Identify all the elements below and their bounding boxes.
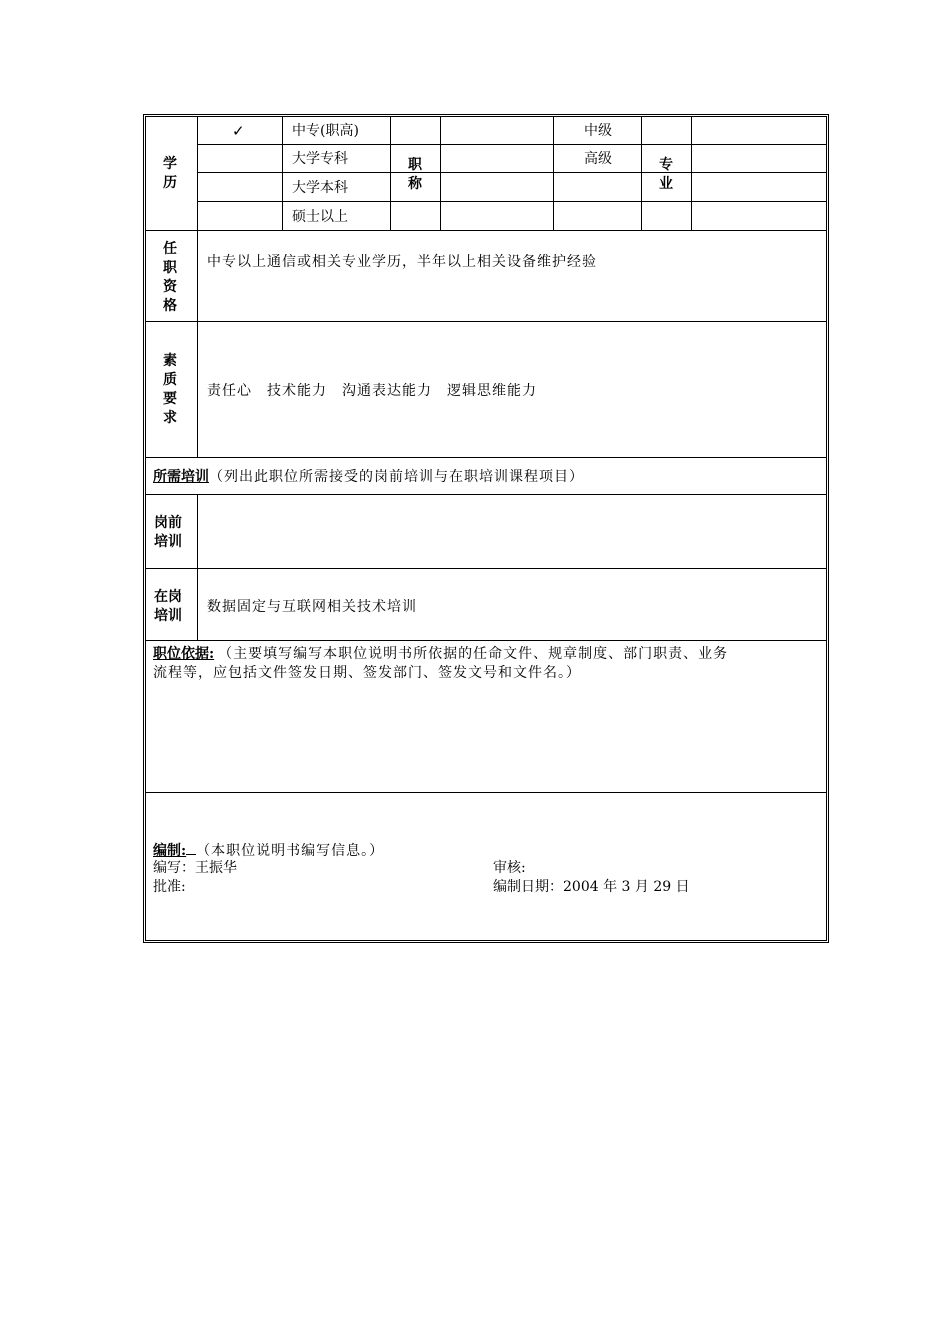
basis-line1: （主要填写编写本职位说明书所依据的任命文件、规章制度、部门职责、业务	[218, 646, 729, 662]
compile-row	[153, 840, 384, 860]
column-divider	[691, 116, 692, 230]
reviewer: 审核:	[493, 860, 526, 876]
education-option: 大学本科	[292, 180, 348, 196]
basis-line2: 流程等，应包括文件签发日期、签发部门、签发文号和文件名。）	[153, 665, 581, 681]
compile-note: （本职位说明书编写信息。）	[196, 843, 385, 859]
inner-frame	[145, 116, 827, 941]
title-level: 中级	[584, 123, 612, 139]
column-divider	[553, 116, 554, 230]
check-mark-icon: ✓	[232, 122, 245, 140]
row-divider	[197, 201, 827, 202]
education-option: 大学专科	[292, 151, 348, 167]
competency-text: 责任心 技术能力 沟通表达能力 逻辑思维能力	[207, 383, 537, 399]
specialty-label: 专 业	[659, 157, 673, 192]
approver: 批准:	[153, 879, 186, 895]
row-divider	[145, 792, 827, 793]
competency-label: 素 质 要 求	[163, 353, 177, 426]
compile-heading: 编制:	[153, 843, 187, 859]
education-label: 学 历	[163, 156, 177, 191]
basis-row	[153, 645, 728, 663]
row-divider	[145, 457, 827, 458]
on-training-label: 培训	[154, 608, 182, 624]
pre-training-label: 培训	[154, 534, 182, 550]
pre-training-label: 岗前	[154, 515, 182, 531]
title-level: 高级	[584, 151, 612, 167]
qualification-label: 任 职 资 格	[163, 241, 177, 314]
qualification-text: 中专以上通信或相关专业学历，半年以上相关设备维护经验	[207, 254, 597, 270]
column-divider	[440, 116, 441, 230]
column-divider	[390, 116, 391, 230]
row-divider	[145, 568, 827, 569]
row-divider	[197, 172, 827, 173]
column-divider	[197, 494, 198, 640]
training-note: （列出此职位所需接受的岗前培训与在职培训课程项目）	[209, 469, 584, 485]
on-training-text: 数据固定与互联网相关技术培训	[207, 599, 417, 615]
training-heading-row	[153, 468, 584, 486]
education-option: 硕士以上	[292, 209, 348, 225]
row-divider	[197, 144, 827, 145]
writer: 编写：王振华	[153, 860, 237, 876]
column-divider	[282, 116, 283, 230]
row-divider	[145, 321, 827, 322]
compile-date: 编制日期：2004 年 3 月 29 日	[493, 879, 690, 895]
on-training-label: 在岗	[154, 589, 182, 605]
title-label: 职 称	[408, 157, 422, 192]
basis-heading: 职位依据:	[153, 646, 215, 662]
row-divider	[145, 230, 827, 231]
column-divider	[641, 116, 642, 230]
education-option: 中专(职高)	[292, 123, 359, 139]
row-divider	[145, 640, 827, 641]
row-divider	[145, 494, 827, 495]
training-heading: 所需培训	[153, 469, 209, 485]
column-divider	[197, 116, 198, 457]
